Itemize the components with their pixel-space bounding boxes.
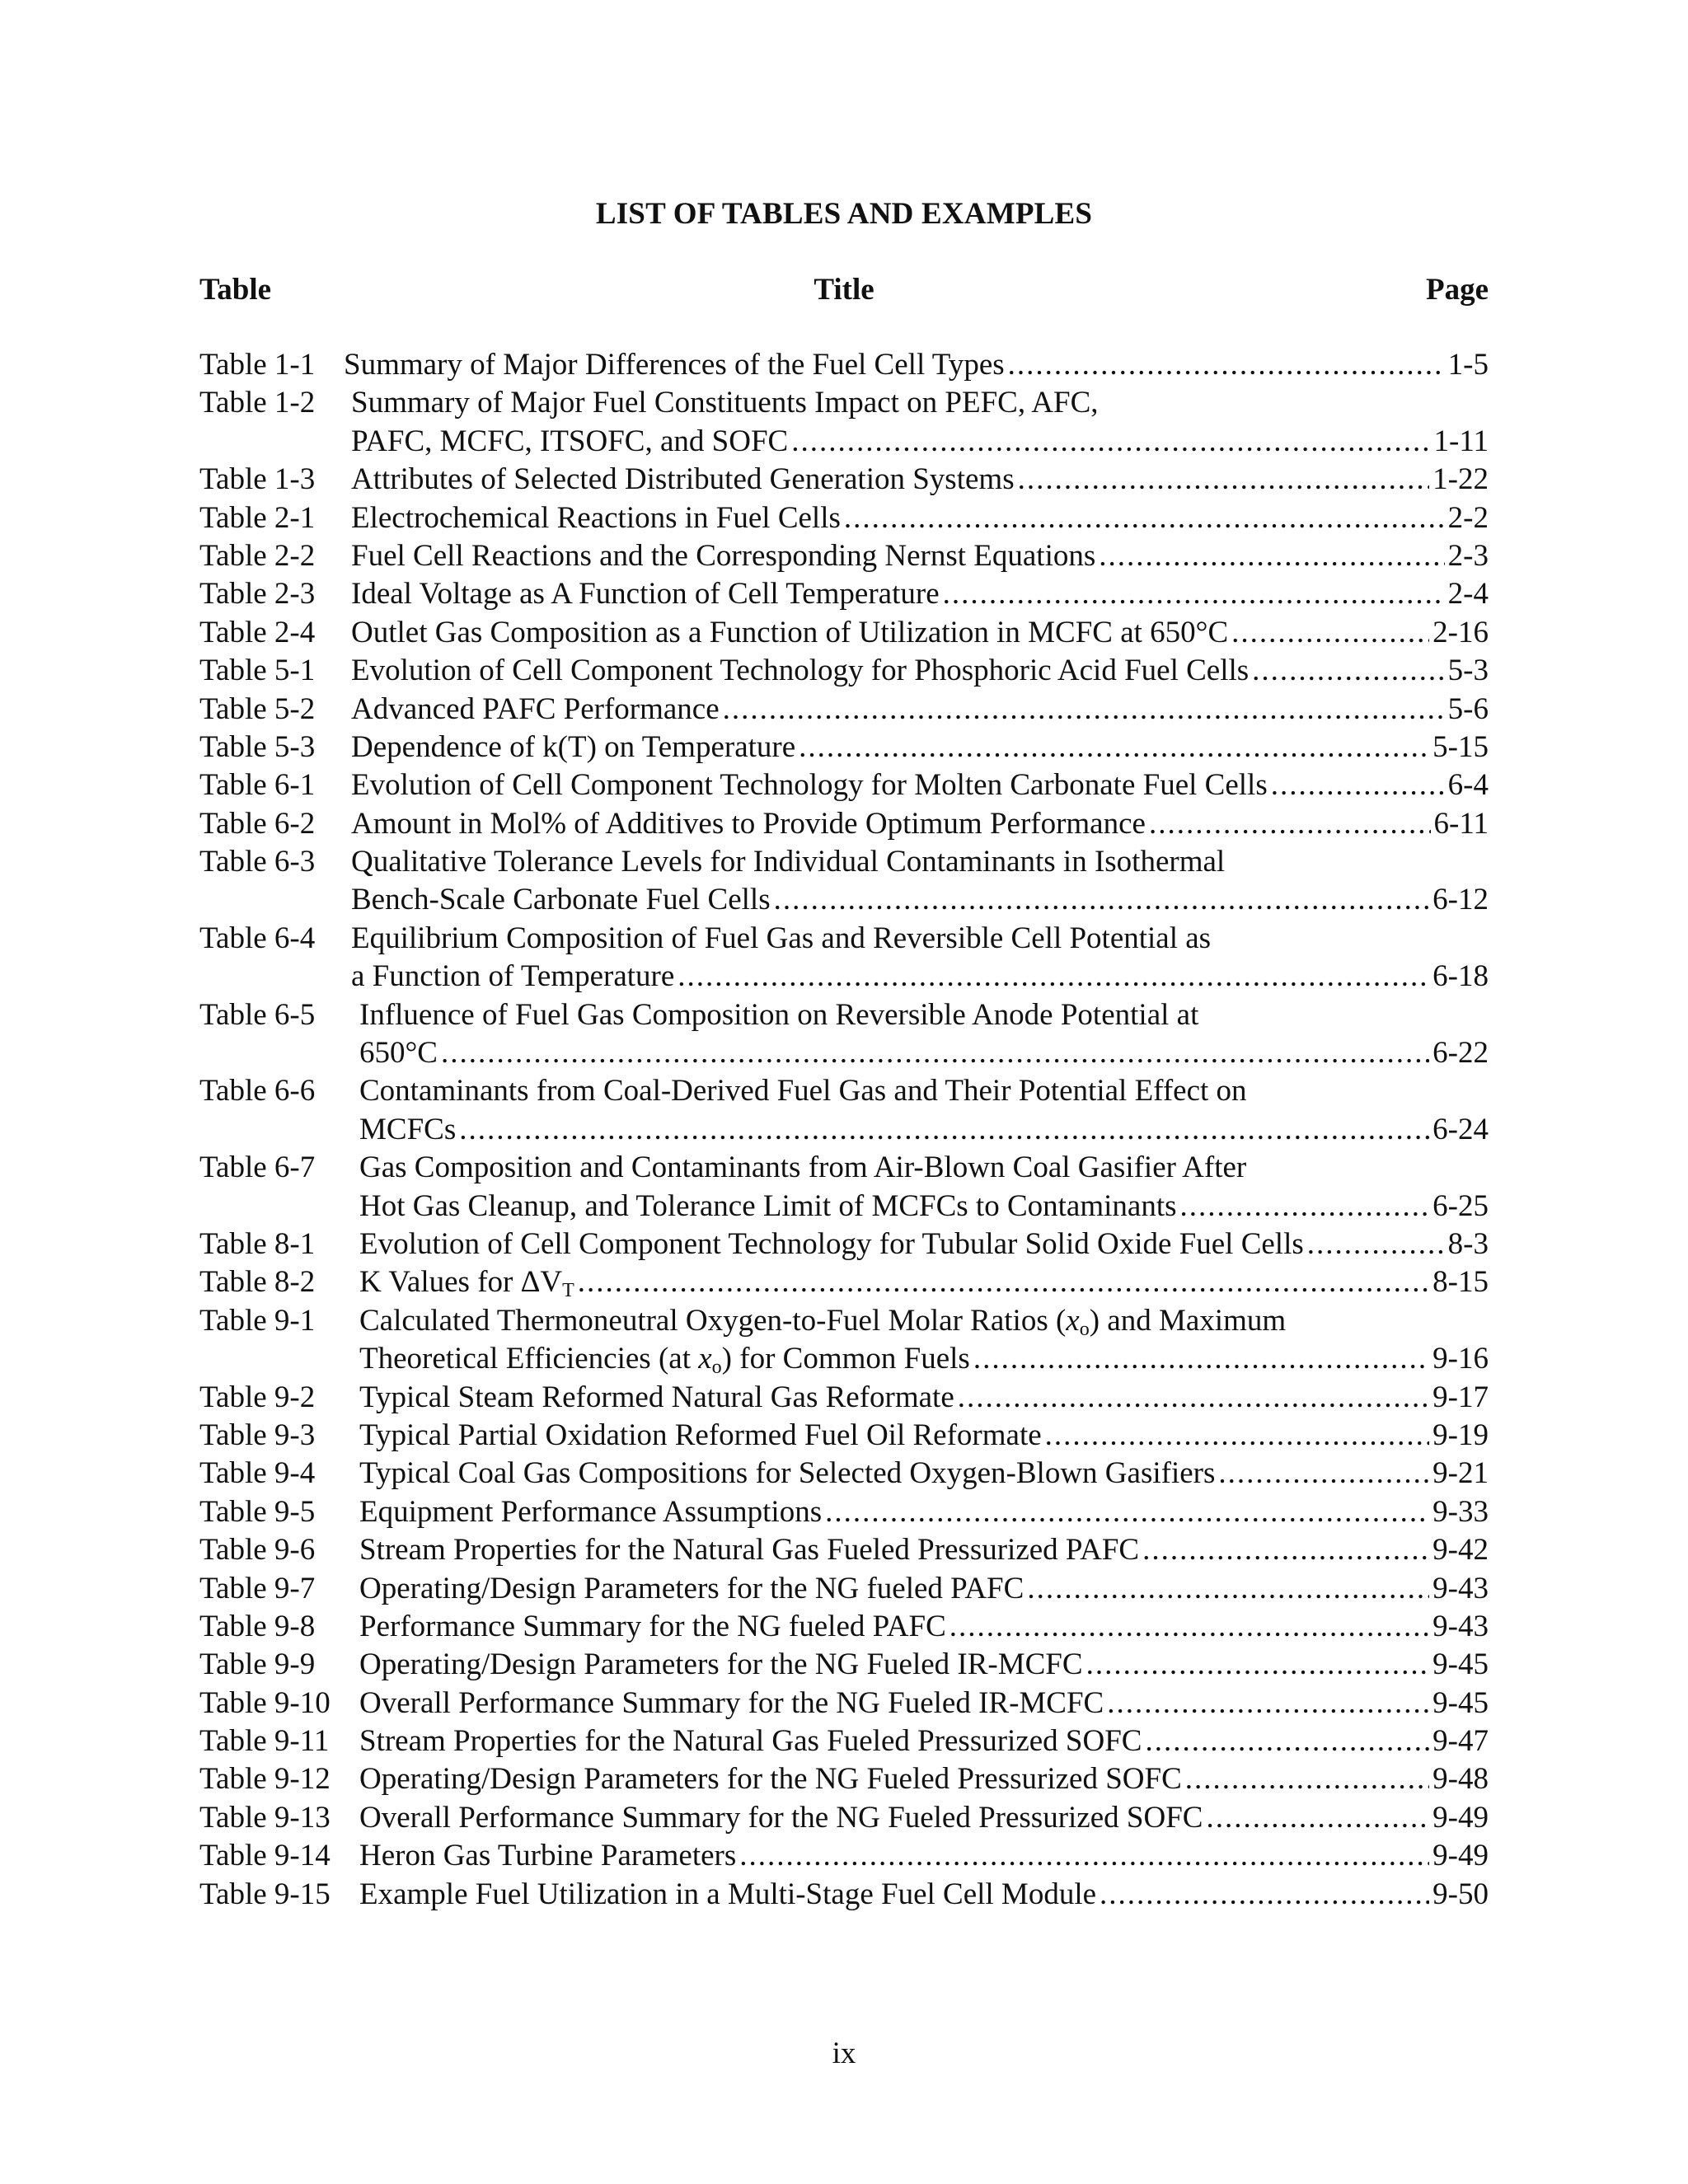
toc-entry-line xyxy=(199,1876,1489,1914)
toc-entry-line xyxy=(199,958,1489,996)
toc-entry-label: Table 2-2 xyxy=(199,538,316,573)
toc-entry-title: Overall Performance Summary for the NG Fueled Pressurized SOFC xyxy=(359,1800,1203,1835)
toc-entry-title: Operating/Design Parameters for the NG Fueled Pressurized SOFC xyxy=(359,1762,1182,1797)
toc-entry-page: 6-22 xyxy=(1432,1036,1489,1071)
toc-entry-title: Summary of Major Differences of the Fuel Cell Types xyxy=(344,348,1005,382)
dot-leader xyxy=(1231,614,1429,652)
toc-entry-label: Table 5-2 xyxy=(199,691,316,726)
toc-entry-line xyxy=(199,1417,1489,1455)
toc-entry-line xyxy=(199,996,1489,1034)
toc-entry-label: Table 6-2 xyxy=(199,806,316,841)
toc-entry-line xyxy=(199,1646,1489,1684)
dot-leader xyxy=(791,423,1430,461)
toc-entry-title: Evolution of Cell Component Technology for Tubular Solid Oxide Fuel Cells xyxy=(359,1226,1304,1261)
toc-entry-page: 5-6 xyxy=(1447,691,1489,726)
toc-entry-page: 5-15 xyxy=(1432,729,1489,764)
toc-entry-label: Table 1-2 xyxy=(199,386,316,420)
toc-entry-line xyxy=(199,1188,1489,1226)
dot-leader xyxy=(1206,1799,1429,1837)
dot-leader xyxy=(1100,1876,1429,1914)
toc-entry-title: Stream Properties for the Natural Gas Fueled Pressurized PAFC xyxy=(359,1533,1140,1568)
toc-entry[interactable] xyxy=(199,575,1489,613)
toc-entry-label: Table 9-7 xyxy=(199,1571,316,1605)
dot-leader xyxy=(1218,1455,1429,1493)
dot-leader xyxy=(441,1034,1429,1072)
toc-entry[interactable] xyxy=(199,614,1489,652)
toc-entry[interactable] xyxy=(199,691,1489,729)
toc-entry-page: 6-24 xyxy=(1432,1112,1489,1146)
toc-entry-title: Equilibrium Composition of Fuel Gas and Reversible Cell Potential as xyxy=(351,921,1212,955)
toc-entry-line xyxy=(199,843,1489,881)
toc-entry-title: Outlet Gas Composition as a Function of Utilization in MCFC at 650°C xyxy=(351,615,1229,649)
toc-entry-label: Table 6-5 xyxy=(199,997,316,1032)
column-header-table: Table xyxy=(199,273,272,307)
toc-entry-title: Stream Properties for the Natural Gas Fueled Pressurized SOFC xyxy=(359,1724,1142,1759)
toc-entry-line xyxy=(199,1302,1489,1340)
toc-entry[interactable] xyxy=(199,384,1489,461)
dot-leader xyxy=(950,1608,1429,1646)
toc-entry-label: Table 8-2 xyxy=(199,1265,316,1300)
toc-entry-title: Overall Performance Summary for the NG Fueled IR-MCFC xyxy=(359,1685,1104,1720)
toc-entry-title: PAFC, MCFC, ITSOFC, and SOFC xyxy=(351,424,789,458)
toc-entry-label: Table 9-13 xyxy=(199,1800,331,1835)
toc-entry-page: 9-42 xyxy=(1432,1533,1489,1568)
toc-entry-line xyxy=(199,384,1489,422)
toc-entry-label: Table 2-1 xyxy=(199,500,316,535)
toc-entry-title: Evolution of Cell Component Technology for Phosphoric Acid Fuel Cells xyxy=(351,654,1250,688)
toc-entry[interactable] xyxy=(199,652,1489,690)
toc-entry-line xyxy=(199,1685,1489,1722)
toc-entry-label: Table 9-9 xyxy=(199,1647,316,1682)
toc-entry-line xyxy=(199,1340,1489,1378)
toc-entry-line xyxy=(199,537,1489,575)
toc-entry-page: 9-50 xyxy=(1432,1877,1489,1911)
dot-leader xyxy=(1149,805,1431,843)
toc-entry-line xyxy=(199,1226,1489,1263)
toc-entry-page: 6-11 xyxy=(1433,806,1489,841)
dot-leader xyxy=(739,1837,1429,1875)
toc-entry-label: Table 8-1 xyxy=(199,1226,316,1261)
toc-entry[interactable] xyxy=(199,1685,1489,1722)
toc-entry-title: Qualitative Tolerance Levels for Individual Contaminants in Isothermal xyxy=(351,845,1226,879)
toc-entry[interactable] xyxy=(199,1493,1489,1531)
toc-entry-line xyxy=(199,1111,1489,1149)
toc-entry-label: Table 9-1 xyxy=(199,1303,316,1338)
toc-entry[interactable] xyxy=(199,766,1489,804)
toc-entry-label: Table 2-4 xyxy=(199,615,316,649)
toc-entry-label: Table 9-12 xyxy=(199,1762,331,1797)
dot-leader xyxy=(1099,537,1444,575)
dot-leader xyxy=(1271,766,1445,804)
toc-entry-line xyxy=(199,1837,1489,1875)
toc-entry-title: Operating/Design Parameters for the NG fueled PAFC xyxy=(359,1571,1025,1605)
dot-leader xyxy=(1045,1417,1430,1455)
dot-leader xyxy=(678,958,1429,996)
toc-entry-label: Table 6-7 xyxy=(199,1151,316,1185)
toc-entry[interactable] xyxy=(199,499,1489,537)
toc-entry-line xyxy=(199,423,1489,461)
toc-entry[interactable] xyxy=(199,1722,1489,1760)
toc-entry-line xyxy=(199,652,1489,690)
column-header-title: Title xyxy=(814,273,874,307)
toc-entry-page: 9-47 xyxy=(1432,1724,1489,1759)
toc-entry[interactable] xyxy=(199,1072,1489,1149)
toc-entry[interactable] xyxy=(199,1799,1489,1837)
toc-entry[interactable] xyxy=(199,1455,1489,1493)
table-of-contents-list xyxy=(199,346,1489,1914)
toc-entry-label: Table 9-3 xyxy=(199,1418,316,1452)
toc-entry-line xyxy=(199,575,1489,613)
dot-leader xyxy=(723,691,1445,729)
dot-leader xyxy=(958,1379,1429,1417)
toc-entry-line xyxy=(199,614,1489,652)
toc-entry-line xyxy=(199,691,1489,729)
toc-entry-page: 5-3 xyxy=(1447,654,1489,688)
toc-entry-line xyxy=(199,1072,1489,1110)
dot-leader xyxy=(1145,1722,1429,1760)
toc-entry-label: Table 9-5 xyxy=(199,1494,316,1529)
toc-entry-label: Table 5-1 xyxy=(199,654,316,688)
toc-entry-line xyxy=(199,1531,1489,1569)
toc-entry-page: 9-45 xyxy=(1432,1685,1489,1720)
toc-entry[interactable] xyxy=(199,1570,1489,1608)
toc-entry-line xyxy=(199,1608,1489,1646)
toc-entry[interactable] xyxy=(199,1608,1489,1646)
toc-entry-title: Typical Partial Oxidation Reformed Fuel Oil Reformate xyxy=(359,1418,1042,1452)
dot-leader xyxy=(1008,346,1445,384)
toc-entry[interactable] xyxy=(199,920,1489,996)
toc-entry[interactable] xyxy=(199,537,1489,575)
toc-entry-line xyxy=(199,1455,1489,1493)
toc-entry-title: Gas Composition and Contaminants from Air-Blown Coal Gasifier After xyxy=(359,1151,1247,1185)
toc-entry-line xyxy=(199,1570,1489,1608)
toc-entry[interactable] xyxy=(199,1379,1489,1417)
toc-entry-line xyxy=(199,1493,1489,1531)
toc-entry-title: 650°C xyxy=(359,1036,438,1071)
toc-entry-label: Table 9-8 xyxy=(199,1609,316,1643)
toc-entry-page: 1-22 xyxy=(1432,462,1489,497)
dot-leader xyxy=(973,1340,1429,1378)
toc-entry-title: Attributes of Selected Distributed Generation Systems xyxy=(351,462,1015,497)
toc-entry-page: 6-18 xyxy=(1432,959,1489,994)
toc-entry-page: 9-48 xyxy=(1432,1762,1489,1797)
toc-entry-label: Table 5-3 xyxy=(199,729,316,764)
toc-entry-title: Ideal Voltage as A Function of Cell Temperature xyxy=(351,577,940,612)
toc-entry-line xyxy=(199,1034,1489,1072)
toc-entry-label: Table 9-14 xyxy=(199,1839,331,1873)
toc-entry[interactable] xyxy=(199,461,1489,499)
toc-entry-label: Table 9-6 xyxy=(199,1533,316,1568)
toc-entry-title: K Values for $\Delta V_T$ xyxy=(359,1265,574,1302)
toc-entry-title: Theoretical Efficiencies (at $x_o$) for Common Fuels xyxy=(359,1342,970,1379)
toc-entry-title: Contaminants from Coal-Derived Fuel Gas and Their Potential Effect on xyxy=(359,1074,1247,1108)
toc-entry-title: Electrochemical Reactions in Fuel Cells xyxy=(351,500,841,535)
toc-entry-label: Table 9-11 xyxy=(199,1724,330,1759)
toc-entry[interactable] xyxy=(199,1149,1489,1226)
toc-entry[interactable] xyxy=(199,1646,1489,1684)
toc-entry-title: MCFCs xyxy=(359,1112,457,1146)
dot-leader xyxy=(578,1263,1429,1301)
toc-entry-page: 9-45 xyxy=(1432,1647,1489,1682)
toc-entry-page: 2-16 xyxy=(1432,615,1489,649)
toc-entry[interactable] xyxy=(199,1876,1489,1914)
dot-leader xyxy=(1185,1760,1429,1798)
toc-entry-page: 2-4 xyxy=(1447,577,1489,612)
toc-entry-title: Hot Gas Cleanup, and Tolerance Limit of MCFCs to Contaminants xyxy=(359,1188,1177,1223)
dot-leader xyxy=(1180,1188,1430,1226)
toc-entry-label: Table 6-1 xyxy=(199,768,316,803)
toc-entry-line xyxy=(199,499,1489,537)
dot-leader xyxy=(1086,1646,1430,1684)
toc-entry-line xyxy=(199,1760,1489,1798)
toc-entry-label: Table 1-1 xyxy=(199,348,316,382)
toc-entry-page: 6-4 xyxy=(1447,768,1489,803)
toc-entry-label: Table 9-2 xyxy=(199,1380,316,1414)
toc-entry-label: Table 2-3 xyxy=(199,577,316,612)
toc-entry-title: a Function of Temperature xyxy=(351,959,675,994)
dot-leader xyxy=(825,1493,1429,1531)
toc-entry-title: Typical Coal Gas Compositions for Selected Oxygen-Blown Gasifiers xyxy=(359,1456,1216,1491)
toc-entry[interactable] xyxy=(199,996,1489,1073)
toc-entry-label: Table 6-6 xyxy=(199,1074,316,1108)
toc-entry-title: Calculated Thermoneutral Oxygen-to-Fuel Molar Ratios $(x_o)$ and Maximum xyxy=(359,1303,1287,1340)
toc-entry-page: 2-3 xyxy=(1447,538,1489,573)
toc-entry-title: Typical Steam Reformed Natural Gas Reformate xyxy=(359,1380,954,1414)
toc-entry-page: 9-17 xyxy=(1432,1380,1489,1414)
toc-entry-title: Fuel Cell Reactions and the Corresponding Nernst Equations xyxy=(351,538,1096,573)
toc-entry-title: Bench-Scale Carbonate Fuel Cells xyxy=(351,883,771,917)
dot-leader xyxy=(799,729,1429,766)
toc-entry-label: Table 1-3 xyxy=(199,462,316,497)
toc-entry-line xyxy=(199,1263,1489,1301)
toc-entry-page: 9-49 xyxy=(1432,1800,1489,1835)
toc-entry-line xyxy=(199,881,1489,919)
toc-entry-label: Table 9-15 xyxy=(199,1877,331,1911)
toc-entry[interactable] xyxy=(199,805,1489,843)
toc-entry-page: 2-2 xyxy=(1447,500,1489,535)
toc-entry-line xyxy=(199,766,1489,804)
toc-entry-line xyxy=(199,1799,1489,1837)
dot-leader xyxy=(1027,1570,1429,1608)
toc-entry-page: 9-49 xyxy=(1432,1839,1489,1873)
toc-entry-title: Influence of Fuel Gas Composition on Reversible Anode Potential at xyxy=(359,997,1199,1032)
toc-entry[interactable] xyxy=(199,1263,1489,1301)
toc-entry[interactable] xyxy=(199,843,1489,920)
toc-entry-line xyxy=(199,346,1489,384)
toc-entry[interactable] xyxy=(199,346,1489,384)
toc-entry[interactable] xyxy=(199,1302,1489,1379)
toc-entry-page: 6-25 xyxy=(1432,1188,1489,1223)
toc-entry-page: 9-19 xyxy=(1432,1418,1489,1452)
dot-leader xyxy=(1252,652,1445,690)
toc-entry-line xyxy=(199,461,1489,499)
toc-entry[interactable] xyxy=(199,729,1489,766)
toc-entry-line xyxy=(199,1379,1489,1417)
dot-leader xyxy=(774,881,1430,919)
dot-leader xyxy=(1307,1226,1445,1263)
toc-entry-page: 6-12 xyxy=(1432,883,1489,917)
toc-entry-line xyxy=(199,729,1489,766)
toc-entry-page: 8-3 xyxy=(1447,1226,1489,1261)
toc-entry-line xyxy=(199,805,1489,843)
toc-entry[interactable] xyxy=(199,1837,1489,1875)
toc-entry-page: 9-43 xyxy=(1432,1609,1489,1643)
toc-entry-page: 9-33 xyxy=(1432,1494,1489,1529)
page-title: LIST OF TABLES AND EXAMPLES xyxy=(595,197,1093,231)
toc-entry-title: Advanced PAFC Performance xyxy=(351,691,720,726)
toc-entry[interactable] xyxy=(199,1760,1489,1798)
toc-entry-page: 9-16 xyxy=(1432,1342,1489,1376)
toc-entry[interactable] xyxy=(199,1417,1489,1455)
toc-entry-page: 1-5 xyxy=(1447,348,1489,382)
column-header-page: Page xyxy=(1425,273,1489,307)
toc-entry-title: Dependence of k(T) on Temperature xyxy=(351,729,796,764)
toc-entry-title: Amount in Mol% of Additives to Provide Optimum Performance xyxy=(351,806,1146,841)
toc-entry-line xyxy=(199,1722,1489,1760)
dot-leader xyxy=(844,499,1445,537)
toc-entry-page: 8-15 xyxy=(1432,1265,1489,1300)
dot-leader xyxy=(459,1111,1429,1149)
toc-entry-title: Equipment Performance Assumptions xyxy=(359,1494,823,1529)
toc-entry-title: Evolution of Cell Component Technology for Molten Carbonate Fuel Cells xyxy=(351,768,1268,803)
dot-leader xyxy=(1107,1685,1429,1722)
toc-entry-title: Operating/Design Parameters for the NG Fueled IR-MCFC xyxy=(359,1647,1083,1682)
dot-leader xyxy=(1142,1531,1429,1569)
dot-leader xyxy=(943,575,1445,613)
toc-entry-page: 9-43 xyxy=(1432,1571,1489,1605)
toc-entry[interactable] xyxy=(199,1531,1489,1569)
column-header-row xyxy=(199,272,1489,313)
dot-leader xyxy=(1018,461,1430,499)
toc-entry-label: Table 9-4 xyxy=(199,1456,316,1491)
toc-entry-line xyxy=(199,1149,1489,1187)
page-number: ix xyxy=(832,2036,856,2070)
toc-entry-title: Heron Gas Turbine Parameters xyxy=(359,1839,737,1873)
toc-entry-label: Table 9-10 xyxy=(199,1685,331,1720)
toc-entry-label: Table 6-4 xyxy=(199,921,316,955)
toc-entry-title: Summary of Major Fuel Constituents Impact on PEFC, AFC, xyxy=(351,386,1099,420)
toc-entry[interactable] xyxy=(199,1226,1489,1263)
toc-entry-label: Table 6-3 xyxy=(199,845,316,879)
toc-entry-page: 9-21 xyxy=(1432,1456,1489,1491)
toc-entry-page: 1-11 xyxy=(1433,424,1489,458)
toc-entry-line xyxy=(199,920,1489,958)
toc-entry-title: Example Fuel Utilization in a Multi-Stage Fuel Cell Module xyxy=(359,1877,1097,1911)
toc-entry-title: Performance Summary for the NG fueled PAFC xyxy=(359,1609,946,1643)
